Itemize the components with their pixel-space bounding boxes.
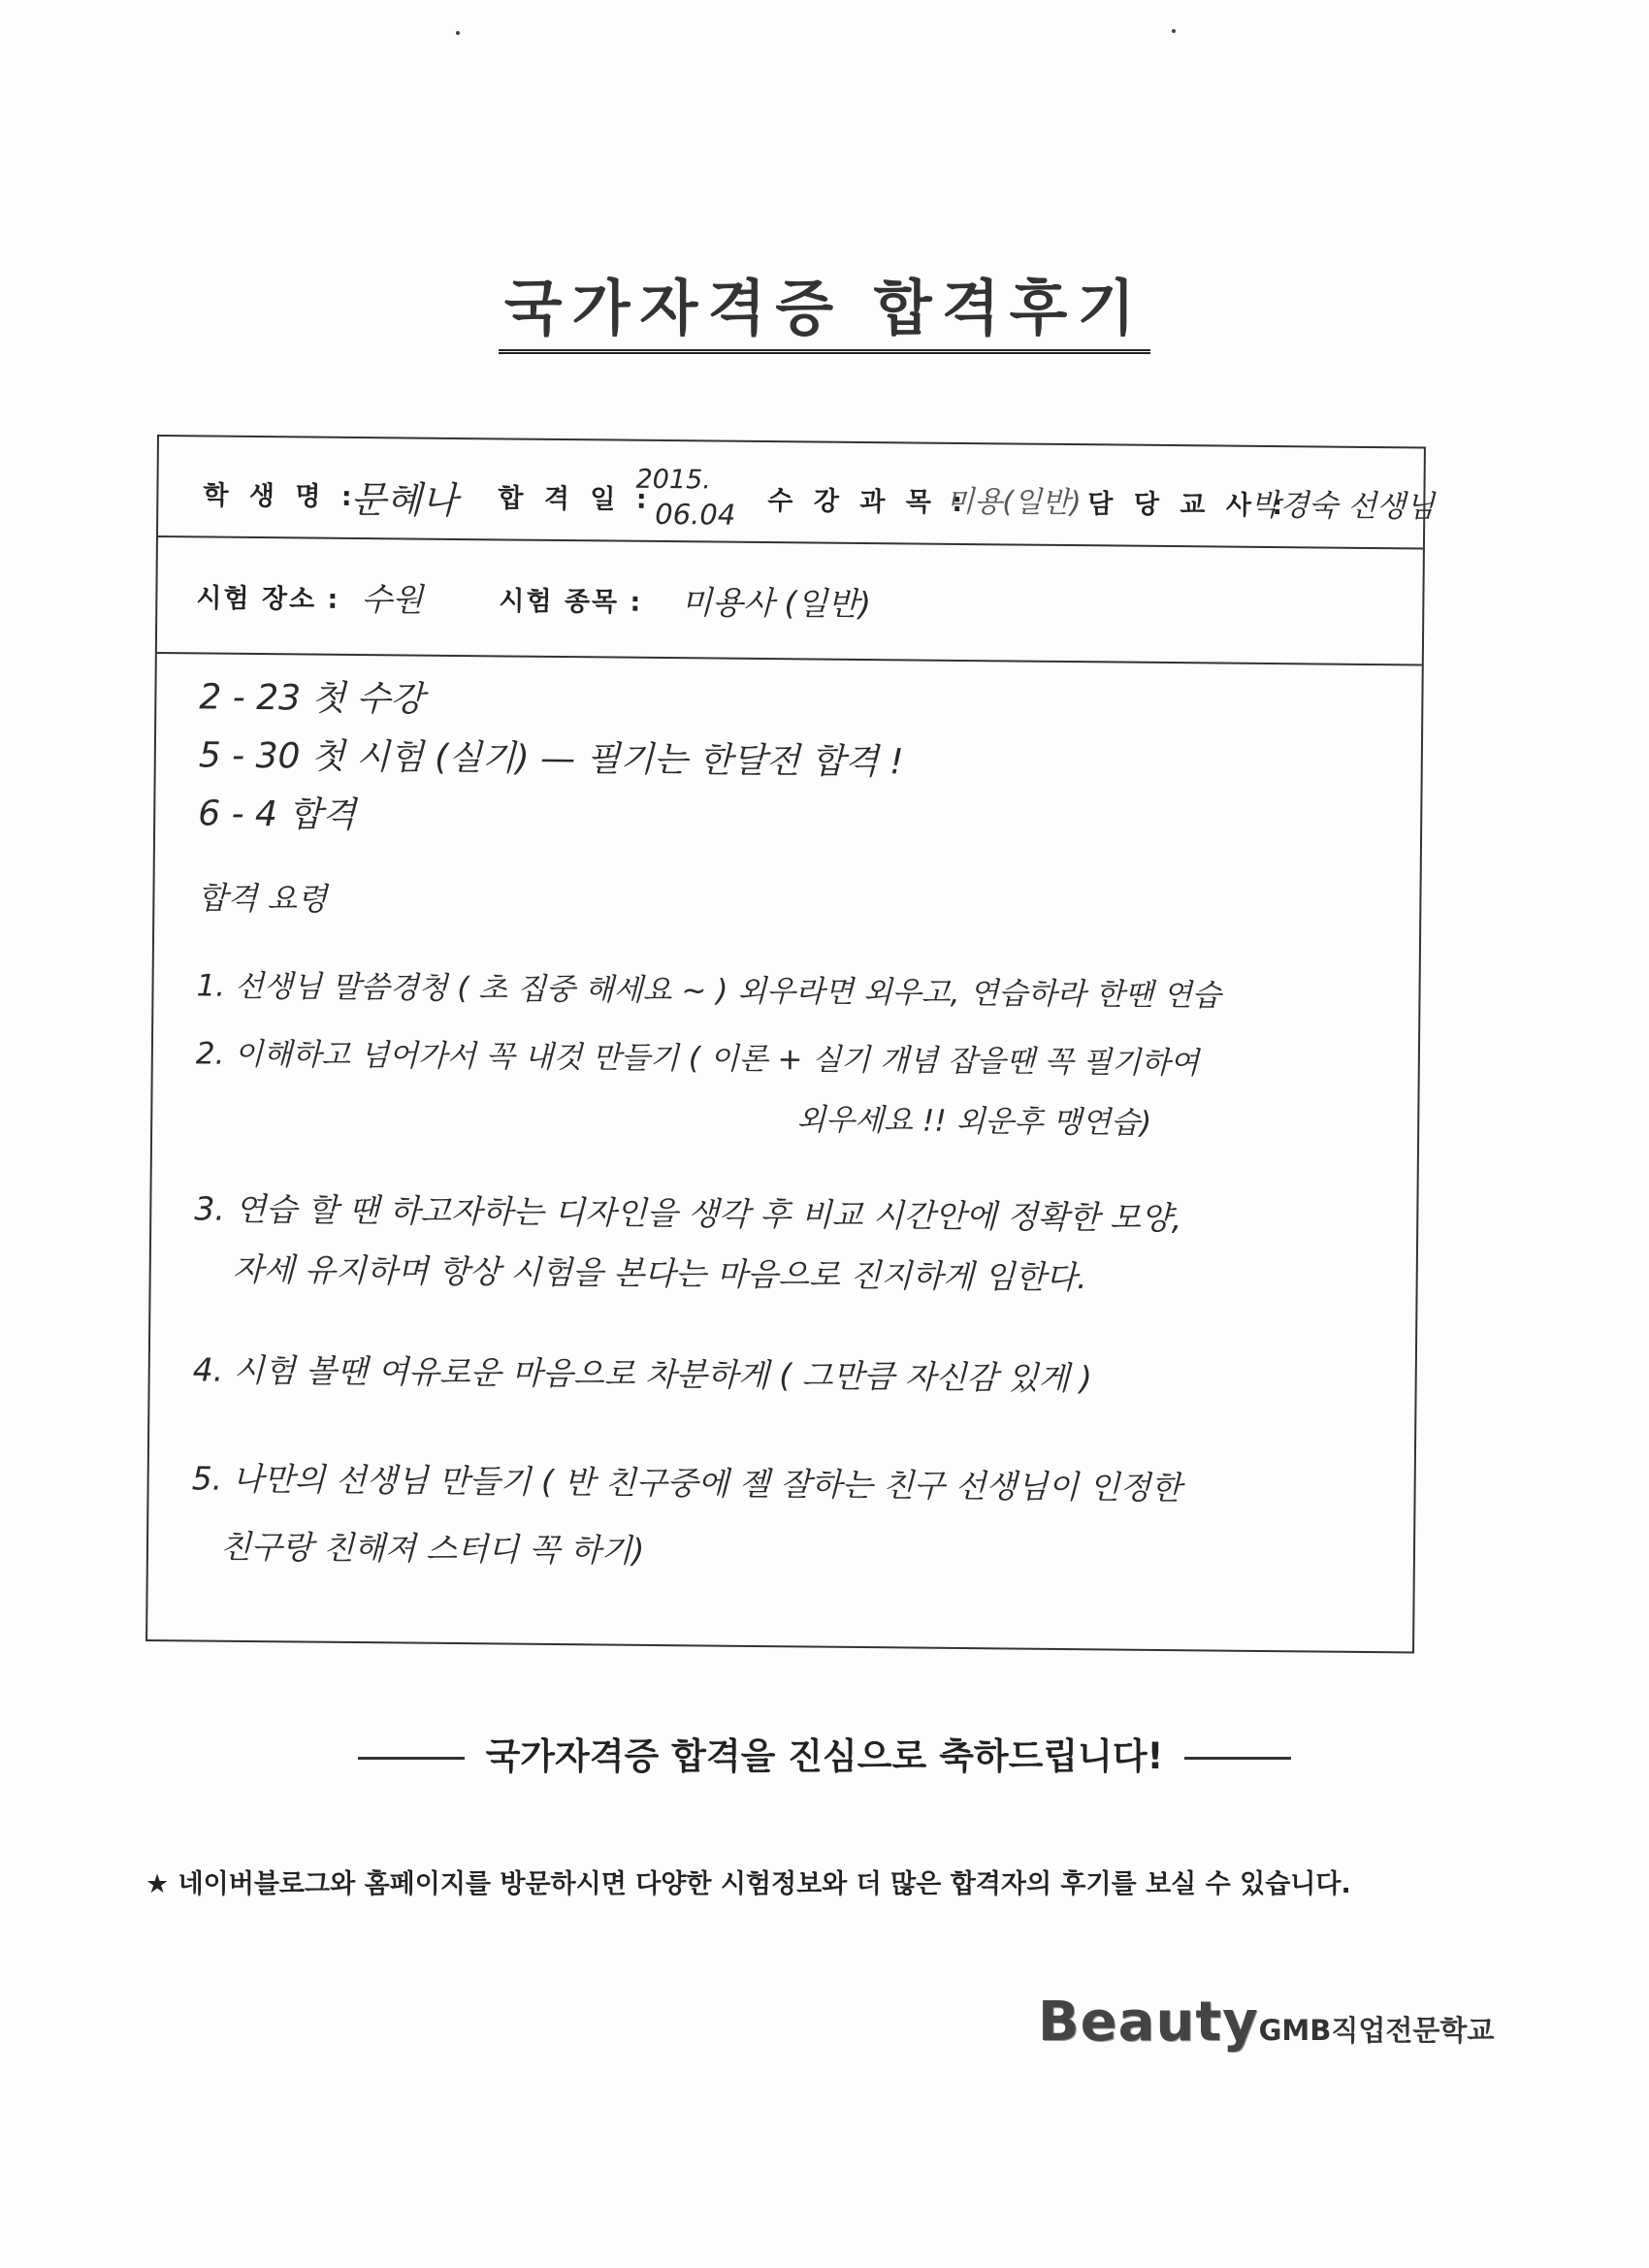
student-value: 문혜나 — [350, 477, 458, 522]
course-value: 미용(일반) — [946, 484, 1082, 521]
tips-heading: 합격 요령 — [197, 879, 328, 918]
tip-line: 외우세요 !! 외운후 맹연습) — [796, 1102, 1152, 1141]
info-row-1 — [158, 437, 1436, 550]
place-label: 시험 장소 : — [196, 583, 340, 615]
teacher-label: 담 당 교 사 : — [1087, 489, 1289, 522]
exam-label: 시험 종목 : — [499, 586, 643, 618]
review-body — [191, 669, 1403, 1570]
timeline-line: 6 - 4 합격 — [198, 794, 357, 835]
congrats-text: 국가자격증 합격을 진심으로 축하드립니다! — [485, 1735, 1164, 1777]
tip-line: 2. 이해하고 넘어가서 꼭 내것 만들기 ( 이론 + 실기 개념 잡을땐 꼭 필기하여 — [195, 1036, 1200, 1082]
tip-line: 3. 연습 할 땐 하고자하는 디자인을 생각 후 비교 시간안에 정확한 모양, — [194, 1189, 1182, 1238]
exam-value: 미용사 (일반) — [681, 583, 872, 624]
scan-speck — [1172, 29, 1176, 33]
tip-line: 자세 유지하며 항상 시험을 본다는 마음으로 진지하게 임한다. — [232, 1249, 1087, 1297]
pass-date-year: 2015. — [635, 464, 712, 496]
logo-school: GMB직업전문학교 — [1258, 2014, 1495, 2047]
blog-notice: ★ 네이버블로그와 홈페이지를 방문하시면 다양한 시험정보와 더 많은 합격자의 후기를 보실 수 있습니다. — [146, 1869, 1351, 1899]
teacher-value: 박경숙 선생님 — [1250, 487, 1436, 525]
student-label: 학 생 명 : — [203, 480, 358, 512]
school-logo — [1038, 1991, 1494, 2054]
page-title-text: 국가자격증 합격후기 — [499, 273, 1151, 354]
course-label: 수 강 과 목 : — [767, 486, 969, 519]
info-row-2 — [157, 537, 1423, 666]
timeline-line: 5 - 30 첫 시험 (실기) — 필기는 한달전 합격 ! — [198, 735, 904, 783]
divider — [358, 1757, 465, 1760]
tip-line: 4. 시험 볼땐 여유로운 마음으로 차분하게 ( 그만큼 자신감 있게 ) — [192, 1350, 1093, 1398]
logo-brand: Beauty — [1038, 1991, 1259, 2054]
congrats-banner — [0, 1727, 1649, 1779]
scan-speck — [456, 31, 460, 35]
pass-date-label: 합 격 일 : — [498, 483, 653, 515]
tip-line: 친구랑 친해져 스터디 꼭 하기) — [219, 1527, 645, 1570]
review-form — [146, 435, 1436, 1653]
tip-line: 1. 선생님 말씀경청 ( 초 집중 해세요 ~ ) 외우라면 외우고, 연습하라 한땐 연습 — [196, 968, 1221, 1014]
divider — [1184, 1757, 1291, 1760]
timeline-line: 2 - 23 첫 수강 — [199, 677, 425, 720]
tip-line: 5. 나만의 선생님 만들기 ( 반 친구중에 젤 잘하는 친구 선생님이 인정한 — [191, 1459, 1182, 1507]
page-title — [0, 260, 1649, 346]
place-value: 수원 — [361, 580, 424, 619]
pass-date-day: 06.04 — [655, 497, 736, 532]
